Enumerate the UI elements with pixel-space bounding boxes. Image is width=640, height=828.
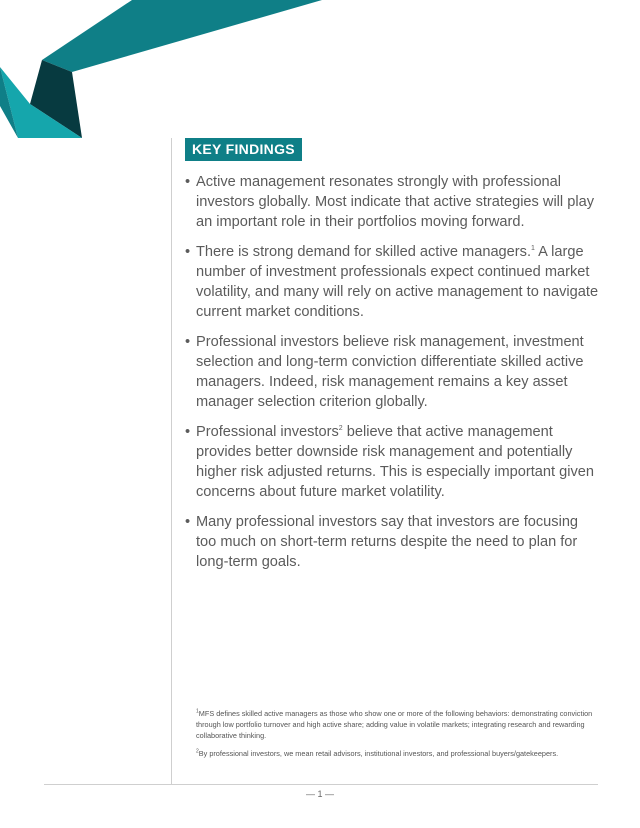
bullet-marker: •	[185, 174, 191, 190]
footnote-marker: 2	[196, 748, 199, 755]
footnotes	[196, 708, 600, 766]
corner-ribbon-graphic	[0, 0, 640, 150]
finding-text: Active management resonates strongly with professional investors globally. Most indicate that active strategies will play an important role in their portfolios moving forward.	[196, 174, 594, 230]
page-number: — 1 —	[305, 789, 334, 799]
bullet-marker: •	[185, 334, 191, 350]
finding-text-continued: A large number of investment professionals expect continued market volatility, and many will rely on active management to navigate current market conditions.	[196, 244, 599, 320]
column-divider	[171, 138, 172, 784]
footnote-ref: 1	[531, 245, 535, 253]
bullet-marker: •	[185, 424, 191, 440]
list-item	[185, 332, 601, 412]
footer-rule	[44, 784, 598, 785]
list-item	[185, 172, 601, 232]
list-item	[185, 422, 601, 502]
bullet-marker: •	[185, 244, 191, 260]
list-item	[185, 242, 601, 322]
finding-text: Professional investors believe risk management, investment selection and long-term conviction differentiate skilled active managers. Indeed, risk management remains a key asset manager selection criterion globally.	[196, 334, 584, 410]
footnote-ref: 2	[338, 425, 343, 433]
list-item	[185, 512, 601, 572]
section-heading: KEY FINDINGS	[185, 138, 302, 161]
footnote	[196, 708, 600, 741]
bullet-marker: •	[185, 514, 191, 530]
footnote-text: By professional investors, we mean retail advisors, institutional investors, and professional buyers/gatekeepers.	[198, 749, 559, 758]
finding-text-continued: believe that active management provides better downside risk management and potentially higher risk adjusted returns. This is especially important given concerns about future market volatility.	[196, 424, 595, 500]
finding-text: Many professional investors say that investors are focusing too much on short-term returns despite the need to plan for long-term goals.	[196, 514, 579, 570]
footnote-marker: 1	[196, 708, 199, 715]
ribbon-main-band	[42, 0, 322, 72]
finding-text: There is strong demand for skilled active managers.	[196, 244, 532, 260]
footnote-text: MFS defines skilled active managers as those who show one or more of the following behaviors: demonstrating conviction through low portfolio turnover and high active share; adding value in volatile markets; integrating research and rewarding collaborative thinking.	[196, 709, 593, 740]
footnote	[196, 748, 600, 759]
finding-text: Professional investors	[196, 424, 339, 440]
key-findings-list	[185, 172, 601, 582]
